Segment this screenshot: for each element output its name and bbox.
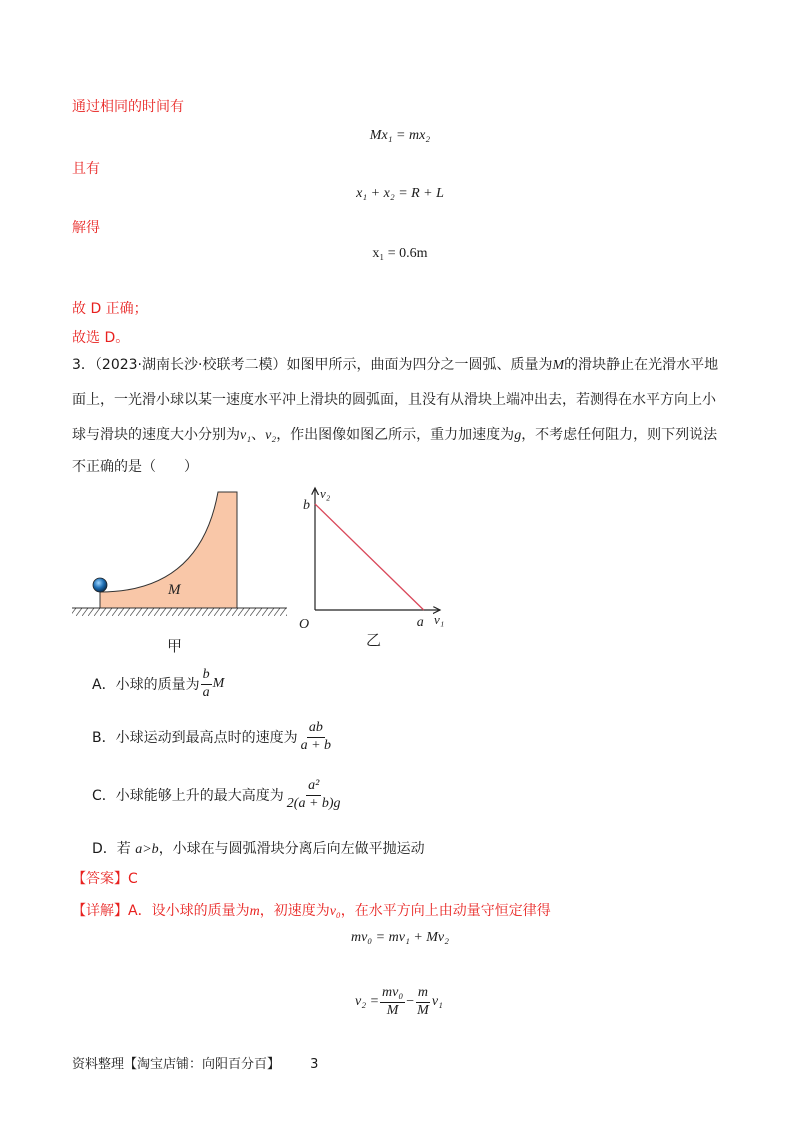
equation-v2-tail: v₁: [431, 994, 443, 1009]
option-c[interactable]: [92, 770, 344, 820]
question-line-1: [72, 350, 732, 381]
x-intercept-label: a: [416, 615, 424, 630]
option-c-label: C．: [92, 788, 116, 804]
block-mass-label: M: [168, 582, 181, 598]
option-d-text: 若: [116, 841, 136, 857]
question-text: 的滑块静止在光滑水平地: [564, 357, 719, 373]
v1-symbol: v₁: [240, 428, 252, 443]
equation-v2-lhs: v₂ =: [355, 994, 380, 1009]
option-d-label: D．: [92, 841, 117, 857]
question-line-3: [72, 420, 717, 451]
equation-v2: [355, 982, 443, 1022]
detail-text: ，在水平方向上由动量守恒定律得: [340, 903, 551, 919]
option-d-condition: a>b: [135, 842, 159, 857]
option-d-text: ，小球在与圆弧滑块分离后向左做平抛运动: [158, 841, 425, 857]
equation-sum-displacement: x₁ + x₂ = R + L: [356, 186, 444, 201]
x-axis-label: v₁: [434, 612, 445, 627]
question-text: 、: [251, 427, 266, 443]
question-number: 3．: [72, 357, 95, 373]
option-b-text: 小球运动到最高点时的速度为: [115, 730, 298, 746]
fraction-denominator: 2(a + b)g: [286, 795, 341, 811]
solution-text-3: 解得: [72, 220, 100, 236]
equation-result: x₁ = 0.6m: [372, 246, 428, 261]
question-line-4: 不正确的是（ ）: [72, 459, 198, 475]
detail-v0-symbol: v₀: [329, 904, 341, 919]
y-intercept-label: b: [303, 497, 310, 513]
answer-label: 【答案】: [72, 871, 128, 887]
series-line: [315, 504, 424, 610]
solution-text-1: 通过相同的时间有: [72, 99, 184, 115]
option-a-label: A．: [92, 677, 116, 693]
detail-text: A．设小球的质量为: [128, 903, 250, 919]
question-text: 如图甲所示，曲面为四分之一圆弧、质量为: [286, 357, 553, 373]
question-text: ，不考虑任何阻力，则下列说法: [521, 427, 718, 443]
fraction-denominator: M: [386, 1002, 399, 1018]
g-symbol: g: [514, 428, 522, 443]
option-a-mass: M: [212, 676, 225, 691]
equation-momentum-displacement: Mx₁ = mx₂: [369, 128, 431, 143]
conclusion-line-1: 故 D 正确；: [72, 301, 148, 317]
detail-label: 【详解】: [72, 903, 128, 919]
figure-caption-yi: 乙: [366, 631, 382, 649]
question-line-2: 面上，一光滑小球以某一速度水平冲上滑块的圆弧面，且没有从滑块上端冲出去，若测得在水平方向上小: [72, 392, 716, 408]
fraction-numerator: mv₀: [380, 986, 405, 1003]
figure-slider-diagram: [70, 488, 290, 658]
figure-velocity-graph: [290, 480, 450, 660]
equation-v2-minus: −: [406, 994, 415, 1009]
option-c-text: 小球能够上升的最大高度为: [115, 788, 284, 804]
solution-text-2: 且有: [72, 161, 100, 177]
ground-hatching: [72, 608, 287, 616]
mass-symbol: M: [552, 358, 565, 373]
detail-line: [72, 900, 551, 920]
detail-m-symbol: m: [249, 904, 260, 919]
equation-v2-fraction-2: [415, 986, 431, 1018]
equation-momentum-conservation: mv₀ = mv₁ + Mv₂: [350, 930, 450, 945]
ball: [93, 578, 107, 592]
figure-caption-jia: 甲: [167, 637, 183, 655]
fraction-numerator: ab: [307, 721, 325, 738]
option-b-fraction: [299, 721, 333, 753]
conclusion-line-2: 故选 D。: [72, 330, 130, 346]
option-c-fraction: [285, 779, 343, 811]
v2-symbol: v₂: [265, 428, 277, 443]
fraction-numerator: b: [201, 668, 212, 685]
y-axis-label: v₂: [320, 486, 331, 501]
fraction-denominator: a + b: [300, 737, 332, 753]
option-b[interactable]: [92, 715, 334, 759]
question-text: ，作出图像如图乙所示，重力加速度为: [276, 427, 515, 443]
footer: [72, 1053, 318, 1072]
fraction-numerator: m: [416, 986, 430, 1003]
answer-value: C: [128, 871, 138, 887]
option-d[interactable]: [92, 838, 425, 858]
question-text: 球与滑块的速度大小分别为: [72, 427, 240, 443]
fraction-denominator: a: [202, 684, 210, 700]
option-a-text: 小球的质量为: [115, 677, 200, 693]
option-a-fraction: [201, 668, 212, 700]
option-a[interactable]: [92, 662, 224, 706]
question-source: （2023·湖南长沙·校联考二模）: [94, 357, 287, 373]
footer-text: 资料整理【淘宝店铺：向阳百分百】: [72, 1057, 281, 1072]
detail-text: ，初速度为: [259, 903, 330, 919]
answer-line: [72, 868, 138, 888]
origin-label: O: [299, 617, 310, 632]
fraction-numerator: a²: [306, 779, 321, 796]
fraction-denominator: M: [417, 1002, 429, 1018]
option-b-label: B．: [92, 730, 116, 746]
equation-v2-fraction-1: [380, 986, 405, 1018]
page-number: 3: [310, 1057, 319, 1072]
